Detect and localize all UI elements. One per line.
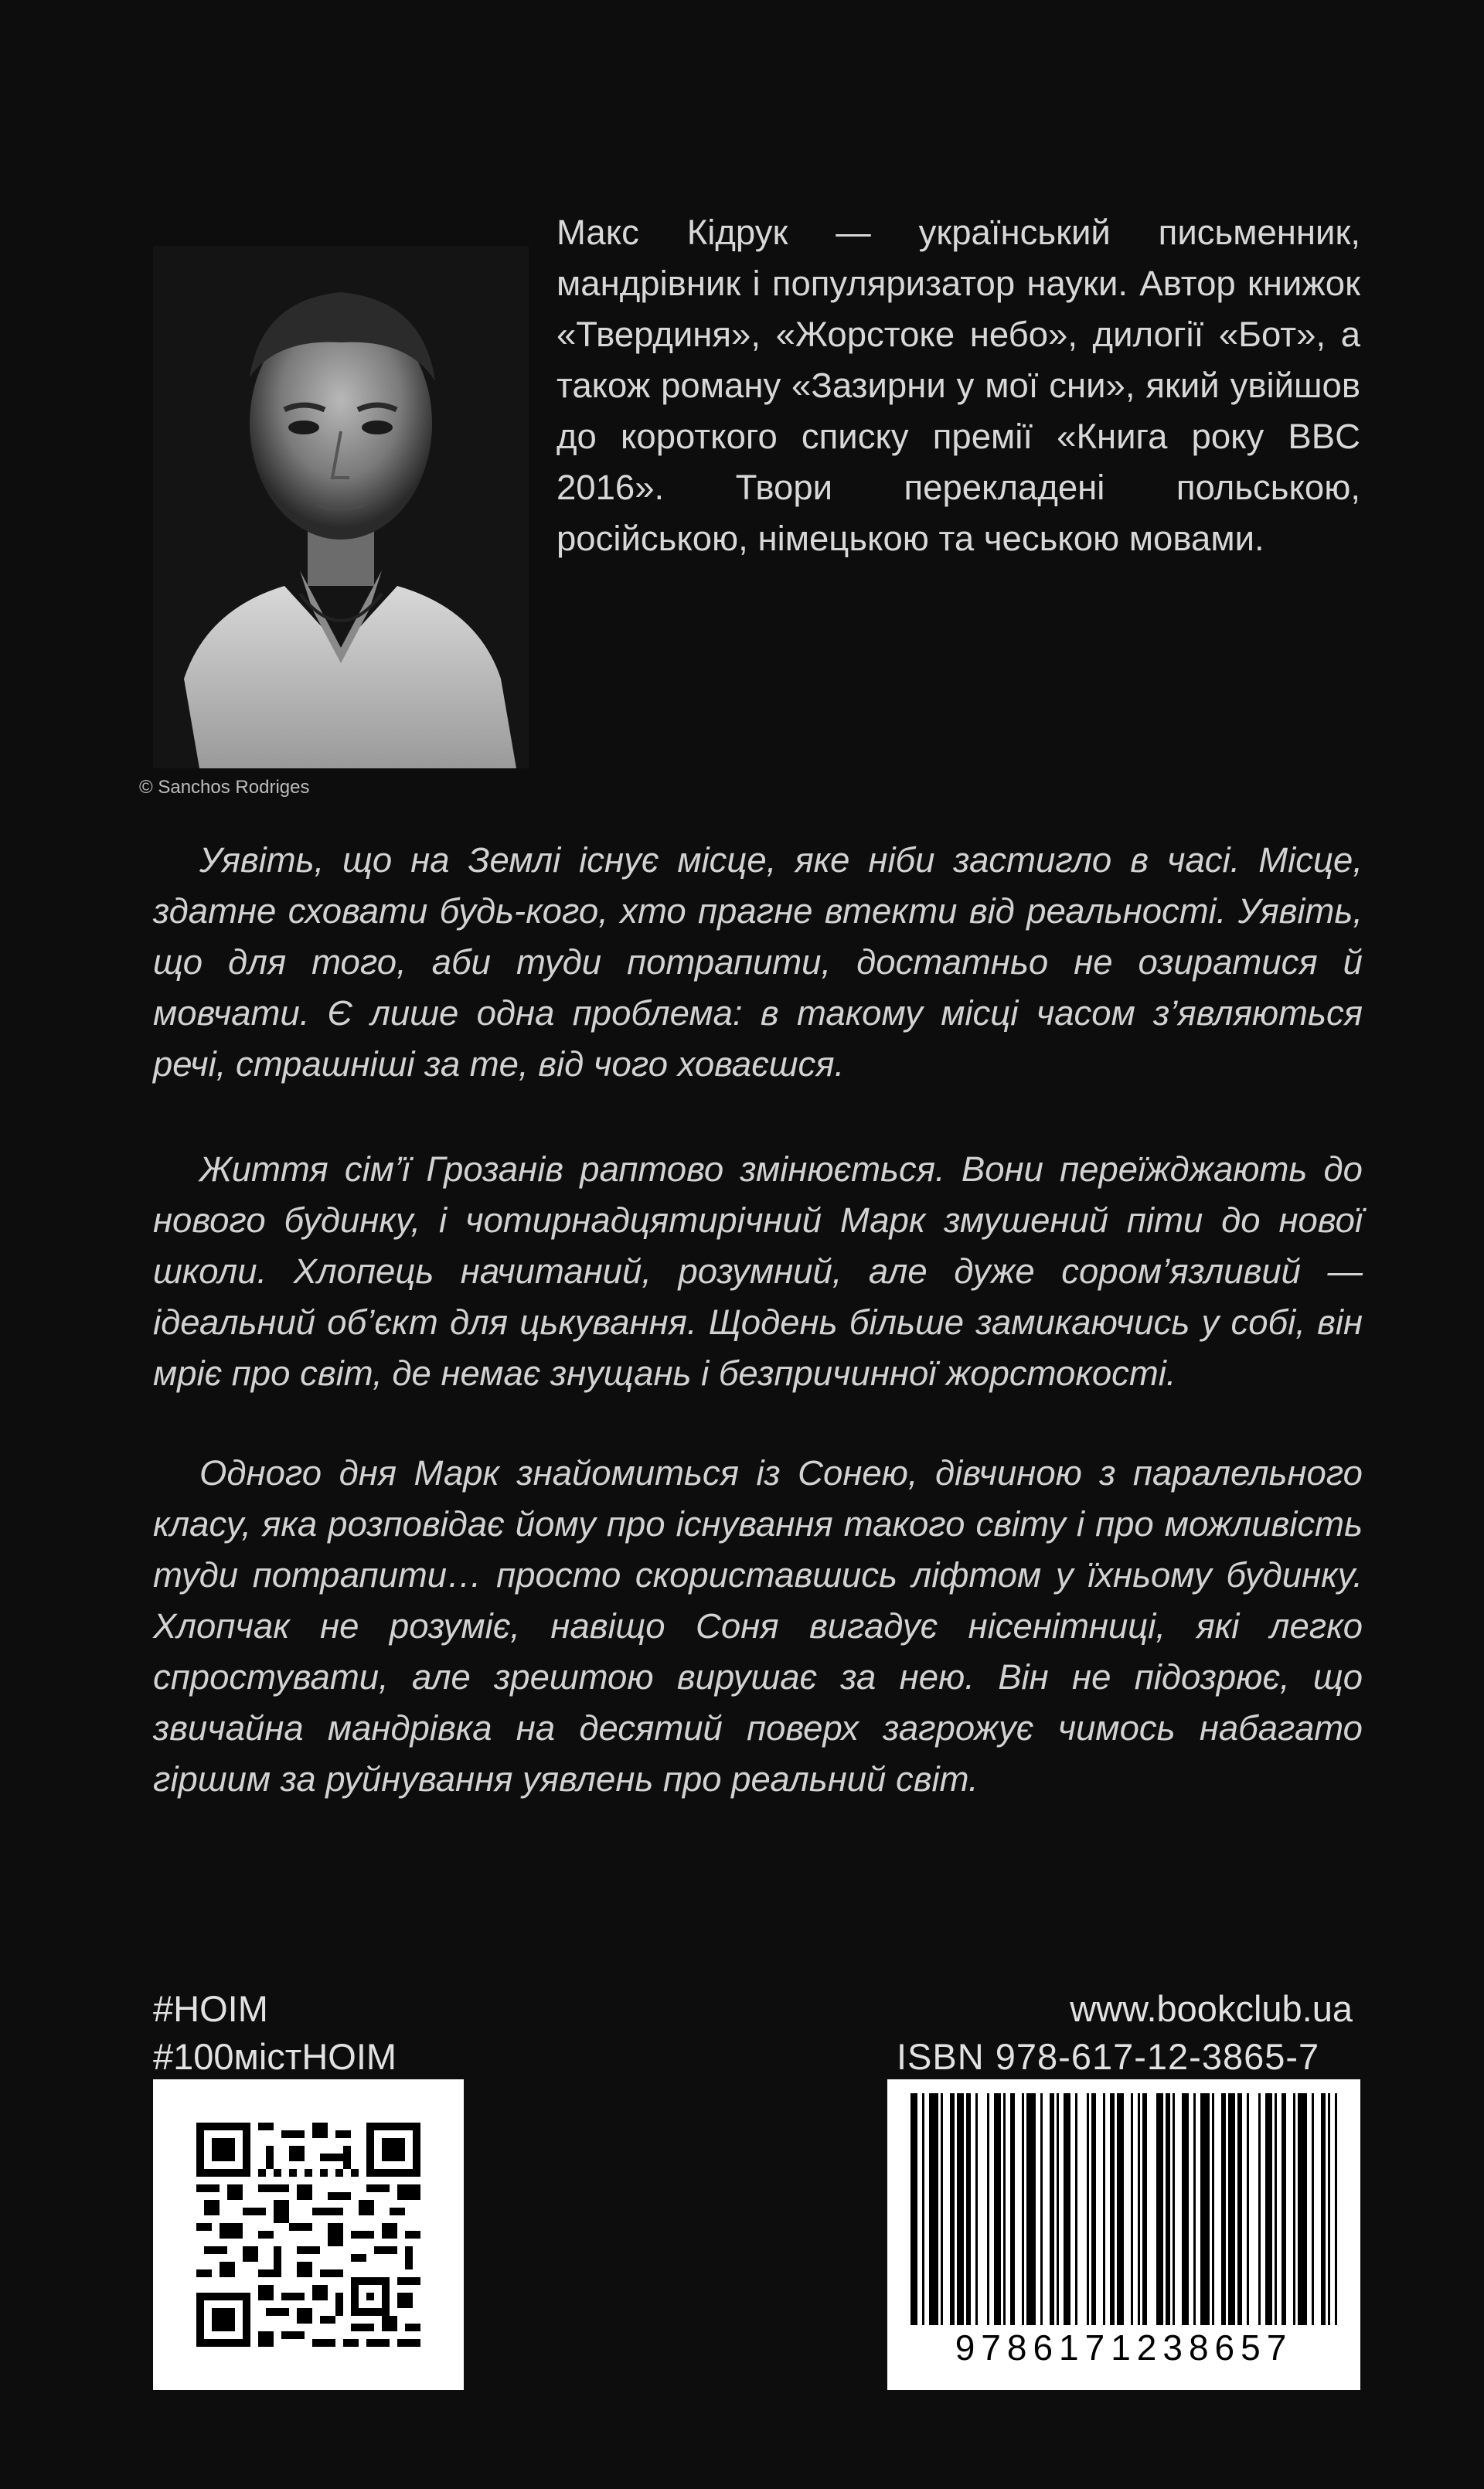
barcode-bar	[1131, 2093, 1133, 2325]
barcode-bar	[1182, 2093, 1189, 2325]
barcode-bar	[1156, 2093, 1163, 2325]
isbn: ISBN 978-617-12-3865-7	[897, 2036, 1320, 2077]
barcode-bar	[950, 2093, 955, 2325]
barcode-bar	[1087, 2093, 1089, 2325]
barcode-bar	[1026, 2093, 1036, 2325]
barcode-bars	[910, 2093, 1337, 2325]
qr-code-icon	[196, 2123, 420, 2347]
barcode-bar	[1138, 2093, 1140, 2325]
barcode-bar	[1040, 2093, 1043, 2325]
barcode-bar	[929, 2093, 938, 2325]
barcode-bar	[1091, 2093, 1096, 2325]
barcode-bar	[1200, 2093, 1210, 2325]
photo-credit: © Sanchos Rodriges	[139, 777, 310, 798]
barcode-bar	[1173, 2093, 1175, 2325]
author-bio: Макс Кідрук — український письменник, мандрівник і популяризатор науки. Автор книжок «Твердиня», «Жорстоке небо», дилогії «Бот», а також роману «Зазирни у мої сни», який увійшов до короткого списку премії «Книга року BBC 2016». Твори перекладені польською, російською, німецькою та чеською мовами.	[556, 213, 1360, 558]
barcode-bar	[1258, 2093, 1261, 2325]
barcode-bar	[1247, 2093, 1249, 2325]
qr-code[interactable]	[153, 2079, 464, 2390]
barcode-bar	[1293, 2093, 1295, 2325]
barcode-bar	[1298, 2093, 1307, 2325]
hashtags	[153, 1985, 397, 2081]
barcode-digits: 9786171238657	[955, 2327, 1293, 2368]
barcode-bar	[910, 2093, 917, 2325]
barcode-bar	[1103, 2093, 1105, 2325]
barcode-bar	[1142, 2093, 1147, 2325]
barcode-bar	[1228, 2093, 1235, 2325]
barcode-bar	[1221, 2093, 1226, 2325]
author-photo	[153, 246, 529, 768]
blurb-paragraph-2: Життя сім’ї Грозанів раптово змінюється. Вони переїжджають до нового будинку, і чотирнадцятирічний Марк змушений піти до нової школи. Хлопець начитаний, розумний, але дуже сором’язливий — ідеальний об’єкт для цькування. Щодень більше замикаючись у собі, він мріє про світ, де немає знущань і безпричинної жорстокості.	[153, 1149, 1363, 1393]
barcode-bar	[1057, 2093, 1059, 2325]
hashtag-1: #HOIM	[153, 1988, 268, 2029]
barcode-bar	[1193, 2093, 1196, 2325]
barcode-bar	[1335, 2093, 1337, 2325]
barcode-bar	[987, 2093, 989, 2325]
barcode-bar	[1022, 2093, 1024, 2325]
barcode-bar	[1275, 2093, 1277, 2325]
barcode-bar	[1003, 2093, 1006, 2325]
barcode-bar	[1166, 2093, 1170, 2325]
barcode-bar	[1010, 2093, 1015, 2325]
barcode-bar	[1075, 2093, 1077, 2325]
barcode-bar	[1050, 2093, 1054, 2325]
website-url[interactable]: www.bookclub.ua	[1070, 1988, 1353, 2029]
barcode-bar	[957, 2093, 964, 2325]
barcode-bar	[975, 2093, 978, 2325]
barcode-bar	[1117, 2093, 1124, 2325]
blurb-paragraph-3: Одного дня Марк знайомиться із Сонею, дівчиною з паралельного класу, яка розповідає йому про існування такого світу і про можливість туди потрапити… просто скориставшись ліфтом у їхньому будинку. Хлопчак не розуміє, навіщо Соня вигадує нісенітниці, які легко спростувати, але зрештою вирушає за нею. Він не підозрює, що звичайна мандрівка на десятий поверх загрожує чимось набагато гіршим за руйнування уявлень про реальний світ.	[153, 1453, 1363, 1799]
barcode-bar	[1265, 2093, 1272, 2325]
barcode	[887, 2079, 1360, 2390]
barcode-bar	[941, 2093, 943, 2325]
barcode-bar	[1281, 2093, 1286, 2325]
barcode-bar	[1110, 2093, 1115, 2325]
author-portrait-image	[153, 246, 529, 768]
barcode-bar	[1064, 2093, 1070, 2325]
barcode-bar	[1237, 2093, 1242, 2325]
barcode-bar	[966, 2093, 971, 2325]
blurb-paragraph-1: Уявіть, що на Землі існує місце, яке ніби застигло в часі. Місце, здатне сховати будь-кого, хто прагне втекти від реальності. Уявіть, що для того, аби туди потрапити, достатньо не озиратися й мовчати. Є лише одна проблема: в такому місці часом з’являються речі, страшніші за те, від чого ховаєшся.	[153, 840, 1363, 1084]
barcode-bar	[922, 2093, 924, 2325]
barcode-bar	[994, 2093, 1001, 2325]
hashtag-2: #100містHOIM	[153, 2036, 397, 2077]
barcode-bar	[1312, 2093, 1314, 2325]
barcode-bar	[1212, 2093, 1214, 2325]
barcode-bar	[1321, 2093, 1326, 2325]
barcode-bar	[1328, 2093, 1330, 2325]
